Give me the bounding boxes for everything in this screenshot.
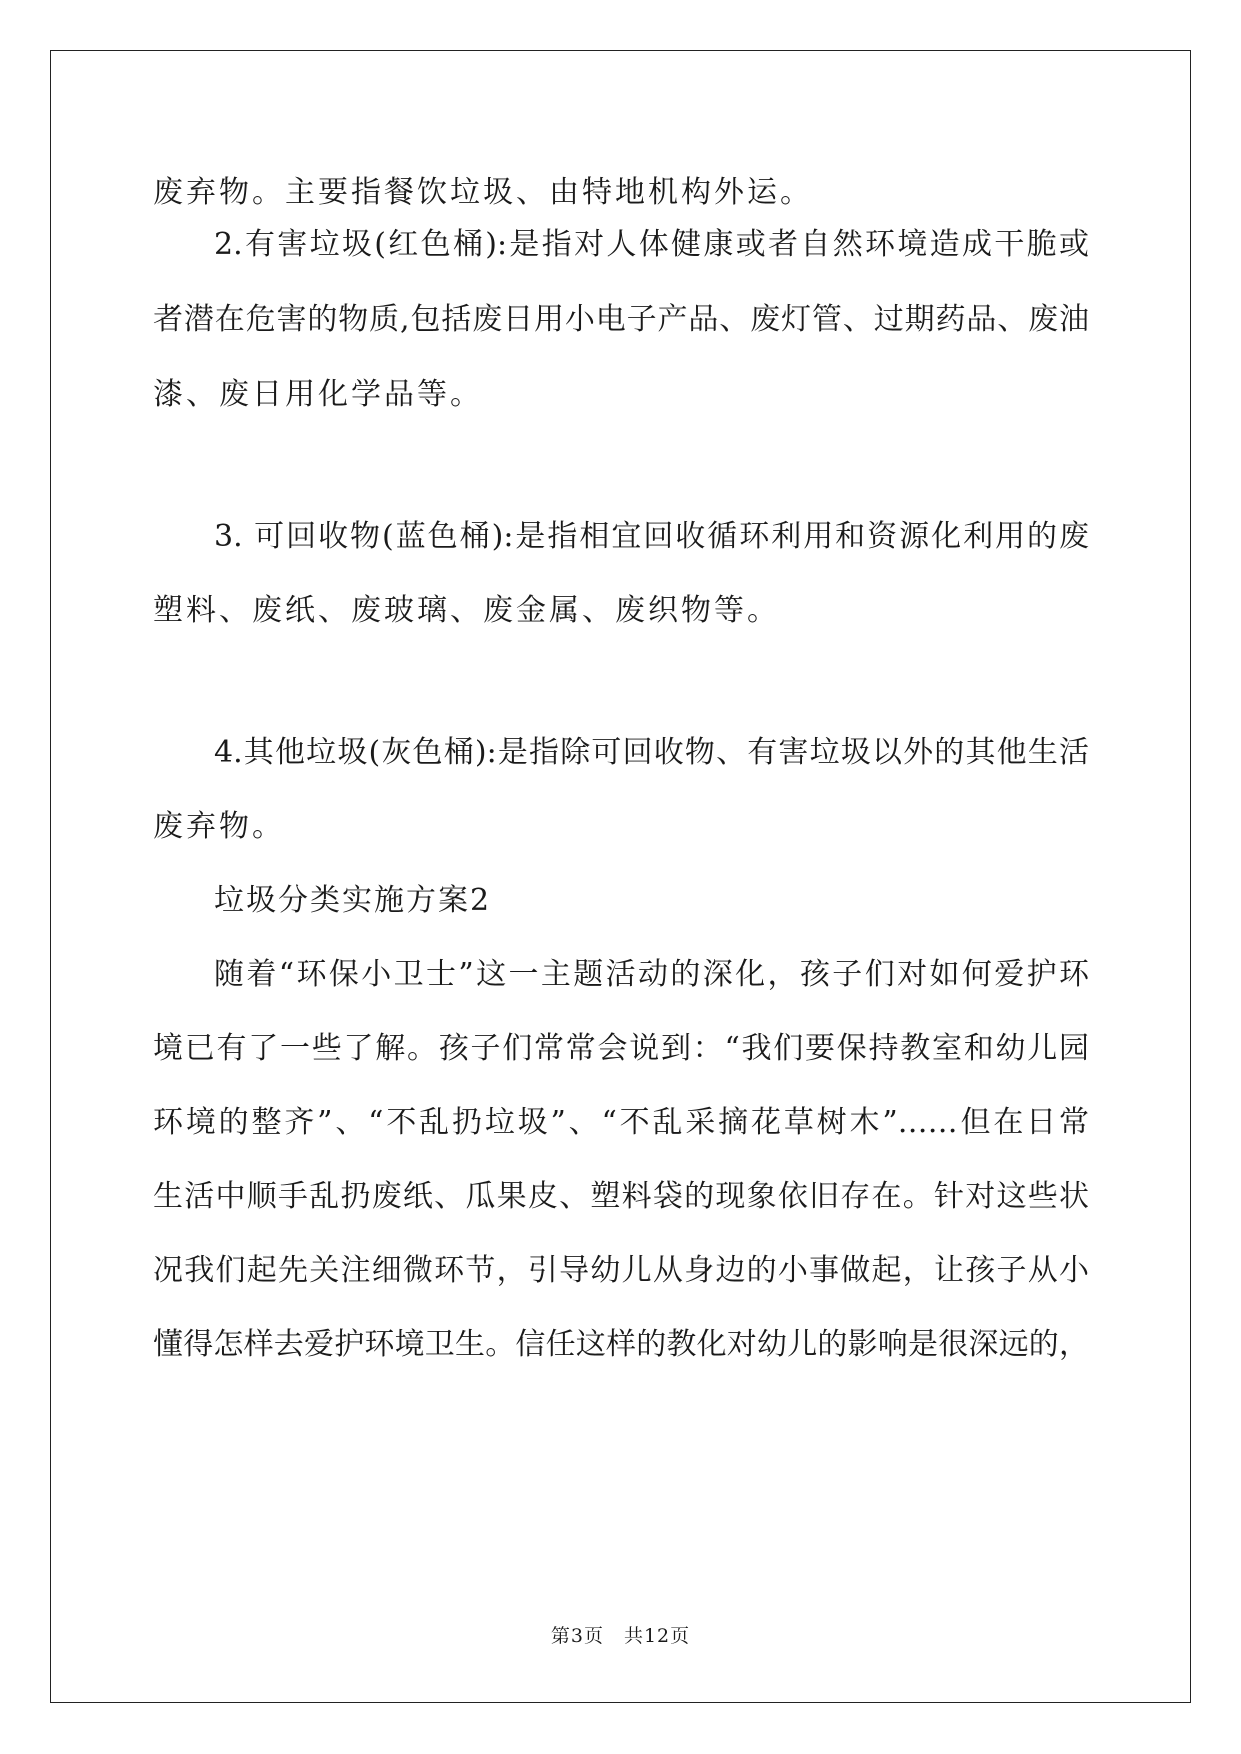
text-line-8: 废弃物。 (153, 809, 285, 844)
text-line-12: 环境的整齐”、“不乱扔垃圾”、“不乱采摘花草树木”……但在日常 (153, 1105, 1089, 1140)
text-line-2: 2.有害垃圾(红色桶):是指对人体健康或者自然环境造成干脆或 (214, 227, 1089, 262)
text-line-11: 境已有了一些了解。孩子们常常会说到：“我们要保持教室和幼儿园 (153, 1031, 1089, 1066)
text-line-1: 废弃物。主要指餐饮垃圾、由特地机构外运。 (153, 175, 813, 210)
text-line-14: 况我们起先关注细微环节，引导幼儿从身边的小事做起，让孩子从小 (153, 1253, 1089, 1288)
text-line-4: 漆、废日用化学品等。 (153, 377, 483, 412)
text-line-13: 生活中顺手乱扔废纸、瓜果皮、塑料袋的现象依旧存在。针对这些状 (153, 1179, 1089, 1214)
text-line-5: 3. 可回收物(蓝色桶):是指相宜回收循环利用和资源化利用的废 (214, 519, 1089, 554)
text-line-15: 懂得怎样去爱护环境卫生。信任这样的教化对幼儿的影响是很深远的， (153, 1327, 1089, 1362)
text-line-6: 塑料、废纸、废玻璃、废金属、废织物等。 (153, 593, 780, 628)
text-line-7: 4.其他垃圾(灰色桶):是指除可回收物、有害垃圾以外的其他生活 (214, 735, 1089, 770)
page-border (50, 50, 1191, 1703)
text-line-10: 随着“环保小卫士”这一主题活动的深化，孩子们对如何爱护环 (214, 957, 1089, 992)
section-heading: 垃圾分类实施方案2 (214, 883, 492, 918)
text-line-3: 者潜在危害的物质,包括废日用小电子产品、废灯管、过期药品、废油 (153, 302, 1089, 337)
page-number-footer: 第3页 共12页 (550, 1625, 691, 1647)
